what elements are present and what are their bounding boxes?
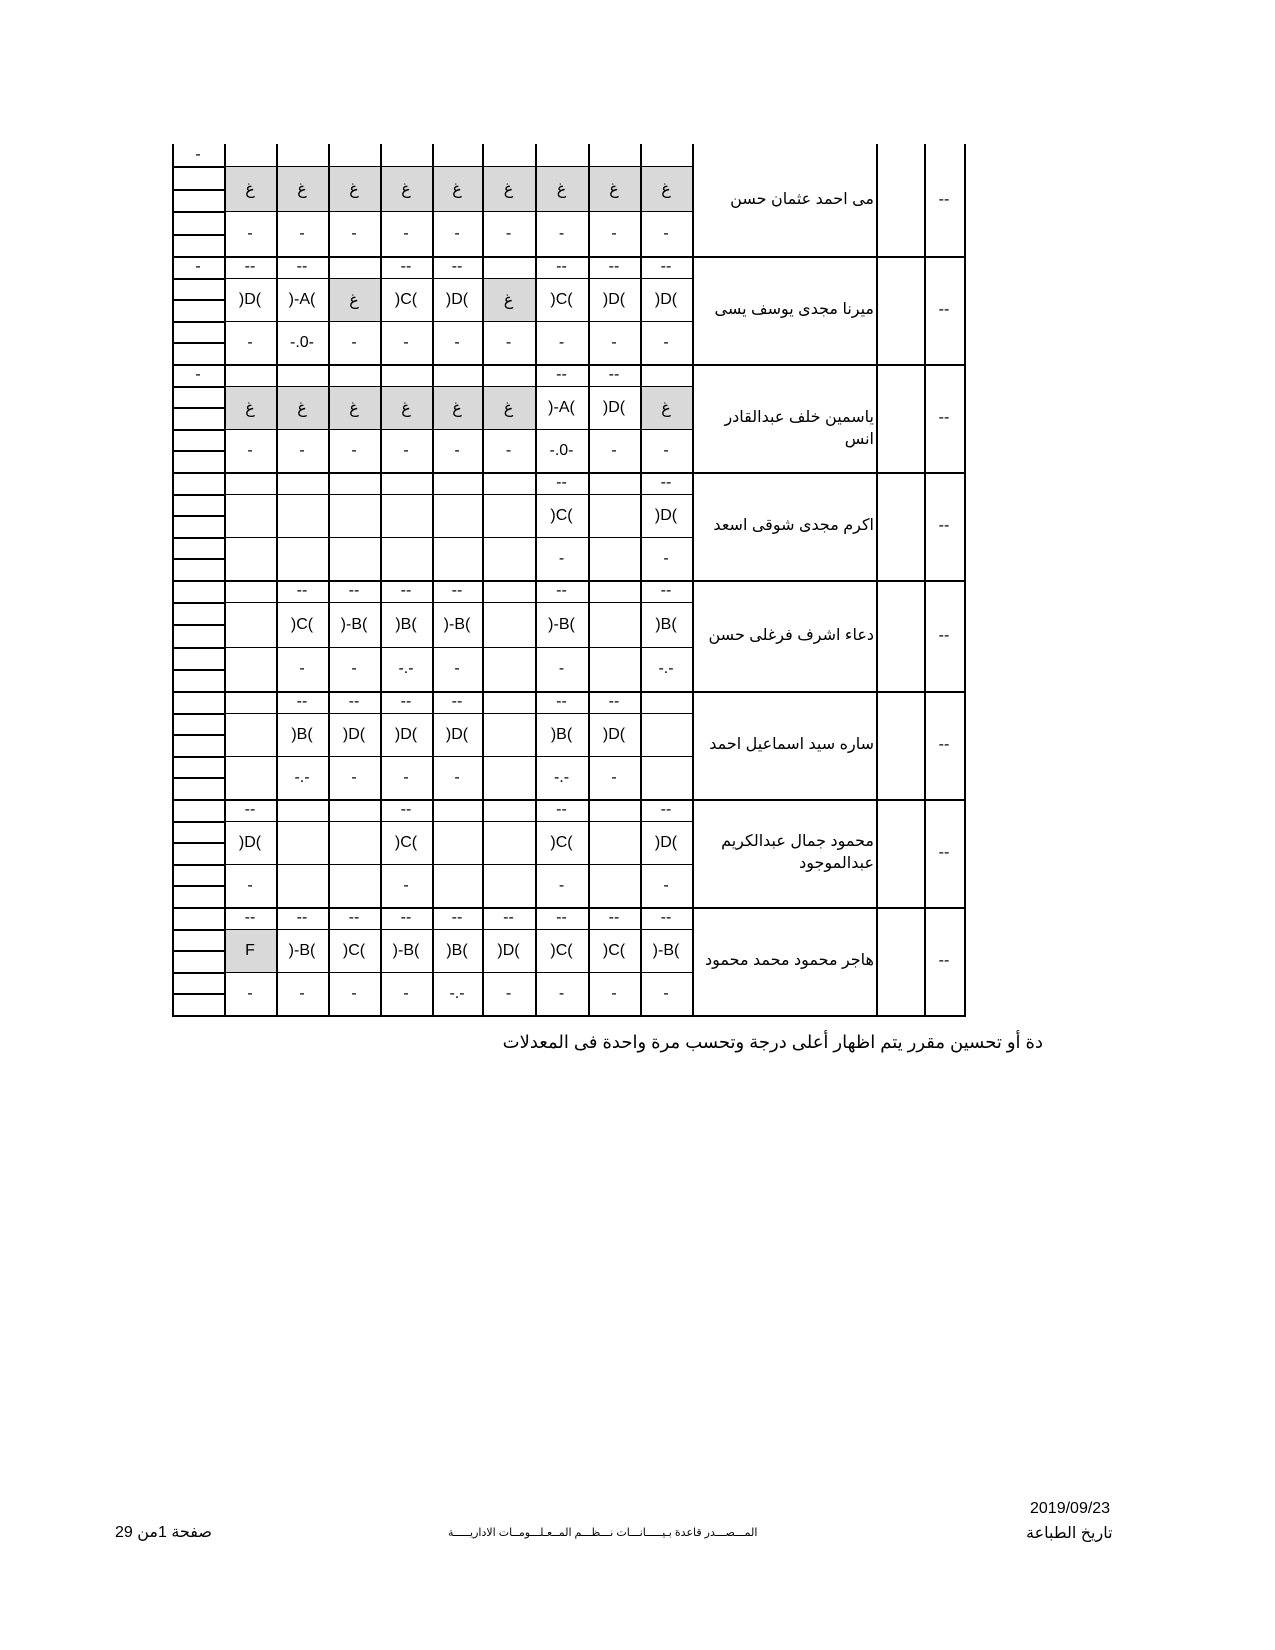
points-cell: -: [247, 984, 253, 1002]
points-cell: -: [247, 441, 253, 459]
points-cell: -: [299, 441, 305, 459]
points-cell: -: [611, 768, 617, 786]
grade-top-mark: --: [660, 474, 672, 491]
grade-cell: )D(: [342, 725, 366, 743]
points-cell: -: [247, 876, 253, 894]
grade-top-mark: --: [608, 366, 620, 383]
column-line: [588, 144, 590, 1017]
left-col-line: [172, 713, 224, 715]
grade-cell: )-B(: [443, 615, 471, 633]
column-line: [276, 144, 278, 1017]
grade-top-mark: --: [660, 909, 672, 926]
grade-cell: )B(: [446, 941, 468, 959]
left-col-line: [172, 342, 224, 344]
left-col-line: [172, 647, 224, 649]
grade-cell: )B(: [395, 615, 417, 633]
note-text: دة أو تحسين مقرر يتم اظهار أعلى درجة وتحسب مرة واحدة فى المعدلات: [502, 1032, 1043, 1052]
grade-cell: )C(: [602, 941, 626, 959]
points-cell: -: [403, 224, 409, 242]
points-cell: -: [454, 441, 460, 459]
grade-cell: غ: [609, 180, 619, 198]
grade-cell: )-B(: [340, 615, 368, 633]
grade-top-mark: --: [400, 582, 412, 599]
grade-cell: غ: [401, 180, 411, 198]
grade-top-mark: --: [400, 909, 412, 926]
column-line: [328, 144, 330, 1017]
points-cell: -: [454, 224, 460, 242]
grade-top-mark: --: [451, 582, 463, 599]
left-col-line: [172, 777, 224, 779]
points-cell: -: [454, 768, 460, 786]
left-col-line: [172, 234, 224, 236]
points-cell: -: [611, 224, 617, 242]
page-number: صفحة 1من 29: [115, 1524, 212, 1541]
grade-cell: )-B(: [652, 941, 680, 959]
grade-cell: )D(: [654, 290, 678, 308]
row-separator: [172, 907, 964, 909]
left-col-line: [172, 321, 224, 323]
data-source: المـــصـــدر قاعدة بـيـــــانـــات نـــظـــم المــعـلـــومــات الاداريـــــة: [448, 1527, 758, 1539]
grade-cell: )D(: [394, 725, 418, 743]
column-line: [876, 144, 878, 1017]
grade-top-mark: --: [556, 693, 567, 710]
column-line: [224, 144, 226, 1017]
table-bottom-border: [172, 1015, 966, 1017]
grade-top-mark: --: [296, 693, 308, 710]
grade-top-mark: --: [296, 582, 308, 599]
row-separator: [172, 256, 964, 258]
points-cell: -.-: [398, 660, 414, 677]
points-cell: -: [351, 224, 357, 242]
points-cell: -: [403, 441, 409, 459]
grade-top-mark: --: [400, 693, 412, 710]
student-serial: --: [938, 844, 950, 861]
row-separator: [172, 364, 964, 366]
grade-cell: )C(: [550, 941, 573, 959]
grade-top-mark: --: [244, 909, 256, 926]
row-subline-mid: [224, 864, 692, 865]
left-col-line: [172, 299, 224, 301]
grade-cell: )D(: [602, 725, 626, 743]
points-cell: -: [663, 876, 669, 894]
student-serial: --: [938, 191, 950, 208]
column-line: [535, 144, 537, 1017]
column-line: [692, 144, 694, 1017]
grade-top-mark: --: [451, 258, 463, 275]
points-cell: -: [663, 333, 669, 351]
grade-cell: غ: [349, 399, 359, 417]
grade-top-mark: --: [608, 693, 620, 710]
left-col-line: [172, 929, 224, 931]
grade-top-mark: --: [244, 258, 256, 275]
points-cell: -: [351, 768, 357, 786]
grade-cell: غ: [661, 180, 671, 198]
left-col-line: [172, 972, 224, 974]
student-name: دعاء اشرف فرغلى حسن: [708, 626, 874, 644]
points-cell: -: [663, 549, 669, 567]
grade-cell: )C(: [550, 833, 573, 851]
left-col-line: [172, 624, 224, 626]
points-cell: -: [403, 768, 409, 786]
points-cell: -: [558, 876, 565, 894]
grade-cell: غ: [503, 399, 514, 417]
grade-cell: F: [245, 941, 255, 959]
grade-cell: غ: [349, 180, 359, 198]
grade-top-mark: --: [608, 258, 620, 275]
student-name: ساره سيد اسماعيل احمد: [709, 736, 874, 753]
grade-cell: غ: [452, 180, 462, 198]
grade-cell: )C(: [394, 290, 418, 308]
grade-top-mark: --: [660, 801, 672, 818]
left-col-line: [172, 211, 224, 213]
points-cell: -: [454, 333, 460, 351]
grade-top-mark: --: [556, 474, 567, 491]
grade-top-mark: --: [296, 909, 308, 926]
grade-cell: )B(: [291, 725, 313, 743]
grade-cell: )-A(: [548, 398, 575, 416]
grade-cell: )D(: [238, 290, 262, 308]
points-cell: -: [454, 660, 460, 677]
column-line: [380, 144, 382, 1017]
student-serial: --: [938, 952, 950, 969]
student-name: مى احمد عثمان حسن: [730, 191, 874, 208]
points-cell: -: [663, 441, 669, 459]
grade-cell: )-B(: [288, 941, 316, 959]
grade-top-mark: --: [348, 693, 360, 710]
student-serial: --: [938, 736, 950, 753]
left-col-line: [172, 756, 224, 758]
points-cell: -: [299, 984, 305, 1002]
left-col-mark: -: [195, 366, 201, 383]
column-line: [924, 144, 926, 1017]
grade-cell: غ: [297, 399, 307, 417]
points-cell: -: [558, 660, 565, 677]
grade-cell: )D(: [602, 290, 626, 308]
grade-cell: غ: [297, 180, 307, 198]
points-cell: -: [247, 333, 253, 351]
student-serial: --: [938, 626, 950, 644]
column-line: [482, 144, 484, 1017]
row-subline-mid: [224, 537, 692, 538]
points-cell: -.0-: [290, 333, 314, 351]
points-cell: -: [505, 333, 512, 351]
left-col-line: [172, 602, 224, 604]
points-cell: -: [351, 660, 357, 677]
points-cell: -: [558, 984, 565, 1002]
grade-top-mark: --: [556, 366, 567, 383]
student-name: هاجر محمود محمد محمود: [705, 952, 874, 969]
grade-cell: غ: [503, 180, 514, 198]
grade-cell: غ: [556, 180, 567, 198]
left-col-line: [172, 669, 224, 671]
grade-top-mark: --: [400, 258, 412, 275]
left-col-line: [172, 864, 224, 866]
grade-cell: )D(: [654, 833, 678, 851]
points-cell: -: [505, 441, 512, 459]
left-col-line: [172, 166, 224, 168]
points-cell: -.0-: [549, 441, 574, 459]
row-separator: [172, 472, 964, 474]
grade-cell: )C(: [290, 615, 314, 633]
grade-top-mark: --: [556, 582, 567, 599]
column-line: [964, 144, 966, 1017]
grade-cell: )D(: [445, 725, 469, 743]
points-cell: -: [403, 333, 409, 351]
grade-cell: )C(: [342, 941, 366, 959]
grade-cell: )C(: [394, 833, 418, 851]
left-col-line: [172, 386, 224, 388]
points-cell: -: [505, 224, 512, 242]
grade-top-mark: --: [503, 909, 514, 926]
left-col-line: [172, 842, 224, 844]
grade-top-mark: --: [660, 582, 672, 599]
left-col-line: [172, 734, 224, 736]
column-line: [432, 144, 434, 1017]
grade-cell: )B(: [550, 725, 573, 743]
row-separator: [172, 691, 964, 693]
grade-top-mark: --: [348, 909, 360, 926]
student-name: ميرنا مجدى يوسف يسى: [714, 301, 874, 318]
print-date: 2019/09/23: [1030, 1500, 1111, 1517]
grade-cell: )D(: [497, 941, 520, 959]
grade-cell: )D(: [238, 833, 262, 851]
points-cell: -: [558, 224, 565, 242]
grade-cell: )-B(: [392, 941, 420, 959]
student-serial: --: [938, 517, 950, 534]
grade-cell: )D(: [602, 398, 626, 416]
left-col-line: [172, 278, 224, 280]
student-serial: --: [938, 409, 950, 426]
grade-top-mark: --: [608, 909, 620, 926]
points-cell: -.-: [449, 984, 465, 1002]
print-date-label: تاريخ الطباعة: [1026, 1525, 1113, 1542]
points-cell: -.-: [553, 768, 570, 786]
grade-cell: غ: [349, 291, 359, 309]
points-cell: -: [299, 660, 305, 677]
points-cell: -.-: [658, 660, 674, 677]
points-cell: -: [505, 984, 512, 1002]
row-separator: [172, 799, 964, 801]
grade-cell: غ: [452, 399, 462, 417]
column-line: [172, 144, 174, 1017]
left-col-line: [172, 189, 224, 191]
left-col-line: [172, 450, 224, 452]
left-col-line: [172, 537, 224, 539]
grade-cell: غ: [245, 399, 255, 417]
points-cell: -.-: [294, 768, 310, 786]
student-serial: --: [938, 301, 950, 318]
points-cell: -: [663, 984, 669, 1002]
left-col-line: [172, 885, 224, 887]
row-subline-top: [224, 494, 692, 495]
left-col-line: [172, 821, 224, 823]
points-cell: -: [558, 333, 565, 351]
points-cell: -: [247, 224, 253, 242]
grade-cell: غ: [401, 399, 411, 417]
grade-cell: غ: [661, 399, 671, 417]
points-cell: -: [611, 333, 617, 351]
grade-cell: غ: [245, 180, 255, 198]
left-col-mark: -: [195, 258, 201, 275]
left-col-mark: -: [195, 146, 201, 163]
row-subline-top: [224, 821, 692, 822]
grade-cell: )D(: [445, 290, 469, 308]
grade-cell: )-B(: [548, 615, 575, 633]
points-cell: -: [351, 441, 357, 459]
grade-top-mark: --: [556, 258, 567, 275]
left-col-line: [172, 407, 224, 409]
left-col-line: [172, 515, 224, 517]
left-col-line: [172, 494, 224, 496]
left-col-line: [172, 950, 224, 952]
grade-top-mark: --: [660, 258, 672, 275]
points-cell: -: [351, 984, 357, 1002]
grade-cell: )D(: [654, 506, 678, 524]
student-name: محمود جمال عبدالكريم عبدالموجود: [721, 833, 874, 872]
column-line: [640, 144, 642, 1017]
points-cell: -: [351, 333, 357, 351]
grade-top-mark: --: [556, 801, 567, 818]
left-col-line: [172, 558, 224, 560]
row-separator: [172, 580, 964, 582]
grade-top-mark: --: [451, 693, 463, 710]
points-cell: -: [403, 984, 409, 1002]
grade-top-mark: --: [296, 258, 308, 275]
grade-top-mark: --: [556, 909, 567, 926]
student-name: اكرم مجدى شوقى اسعد: [713, 517, 874, 534]
points-cell: -: [663, 224, 669, 242]
grade-top-mark: --: [400, 801, 412, 818]
points-cell: -: [403, 876, 409, 894]
student-name: ياسمين خلف عبدالقادر انس: [724, 409, 874, 448]
grade-top-mark: --: [348, 582, 360, 599]
points-cell: -: [611, 441, 617, 459]
grade-top-mark: --: [244, 801, 256, 818]
points-cell: -: [299, 224, 305, 242]
grade-cell: )-A(: [288, 290, 316, 308]
grade-cell: غ: [503, 291, 514, 309]
left-col-line: [172, 429, 224, 431]
grade-cell: )C(: [550, 290, 573, 308]
left-col-line: [172, 993, 224, 995]
grade-cell: )C(: [550, 506, 573, 524]
points-cell: -: [611, 984, 617, 1002]
points-cell: -: [558, 549, 565, 567]
grade-top-mark: --: [451, 909, 463, 926]
grade-cell: )B(: [655, 615, 677, 633]
